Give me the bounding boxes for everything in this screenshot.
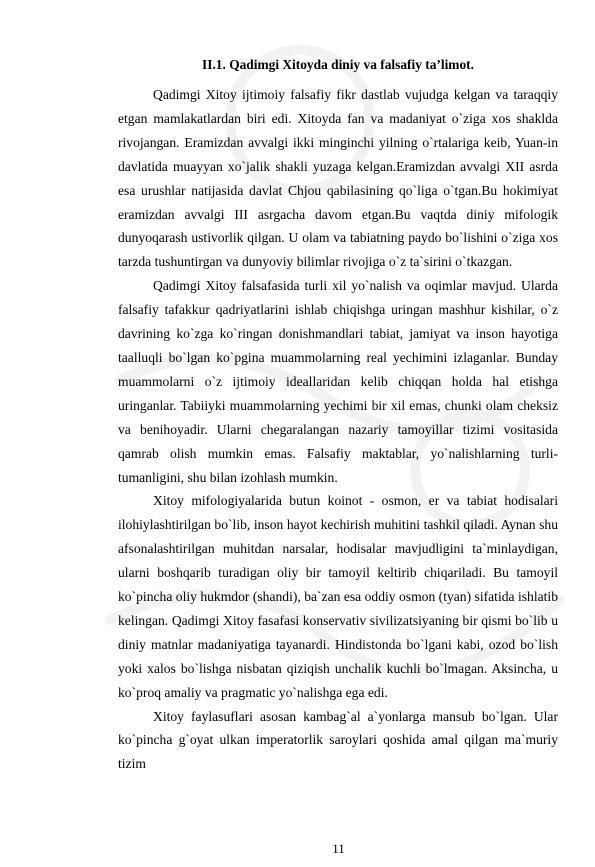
- paragraph-4: Xitoy faylasuflari asosan kambag`al a`yonlarga mansub bo`lgan. Ular ko`pincha g`oyat ulkan imperatorlik saroylari qoshida amal qilgan ma`muriy tizim: [118, 708, 558, 772]
- document-body: [118, 83, 558, 776]
- page-number: 11: [332, 841, 345, 856]
- paragraph-3: Xitoy mifologiyalarida butun koinot - osmon, er va tabiat hodisalari ilohiylashtirilgan bo`lib, inson hayot kechirish muhitini tashkil qiladi. Aynan shu afsonalashtirilgan muhitdan narsalar, hodisalar mavjudligini ta`minlaydigan, ularni boshqarib turadigan oliy bir tamoyil keltirib chiqariladi. Bu tamoyil ko`pincha oliy hukmdor (shandi), ba`zan esa oddiy osmon (tyan) sifatida ishlatib kelingan. Qadimgi Xitoy fasafasi konservativ sivilizatsiyaning bir qismi bo`lib u diniy matnlar madaniyatiga tayanardi. Hindistonda bo`lgani kabi, ozod bo`lish yoki xalos bo`lishga nisbatan qiziqish unchalik kuchli bo`lmagan. Aksincha, u ko`proq amaliy va pragmatic yo`nalishga ega edi.: [118, 493, 558, 700]
- paragraph-2: Qadimgi Xitoy falsafasida turli xil yo`nalish va oqimlar mavjud. Ularda falsafiy tafakkur qadriyatlarini ishlab chiqishga uringan mashhur kishilar, o`z davrining ko`zga ko`ringan donishmandlari tabiat, jamiyat va inson hayotiga taalluqli bo`lgan ko`pgina muammolarning real yechimini izlaganlar. Bunday muammolarni o`z ijtimoiy ideallaridan kelib chiqqan holda hal etishga uringanlar. Tabiiyki muammolarning yechimi bir xil emas, chunki olam cheksiz va benihoyadir. Ularni chegaralangan nazariy tamoyillar tizimi vositasida qamrab olish mumkin emas. Falsafiy maktablar, yo`nalishlarning turli-tumanligini, shu bilan izohlash mumkin.: [118, 278, 558, 485]
- section-heading: II.1. Qadimgi Xitoyda diniy va falsafiy ta’limot.: [202, 57, 474, 72]
- paragraph-1: Qadimgi Xitoy ijtimoiy falsafiy fikr dastlab vujudga kelgan va taraqqiy etgan mamlakatlardan biri edi. Xitoyda fan va madaniyat o`ziga xos shaklda rivojangan. Eramizdan avvalgi ikki minginchi yilning o`rtalariga keib, Yuan-in davlatida muayyan xo`jalik shakli yuzaga kelgan.Eramizdan avvalgi XII asrda esa urushlar natijasida davlat Chjou qabilasining qo`liga o`tgan.Bu hokimiyat eramizdan avvalgi III asrgacha davom etgan.Bu vaqtda diniy mifologik dunyoqarash ustivorlik qilgan. U olam va tabiatning paydo bo`lishini o`ziga xos tarzda tushuntirgan va dunyoviy bilimlar rivojiga o`z ta`sirini o`tkazgan.: [118, 87, 558, 270]
